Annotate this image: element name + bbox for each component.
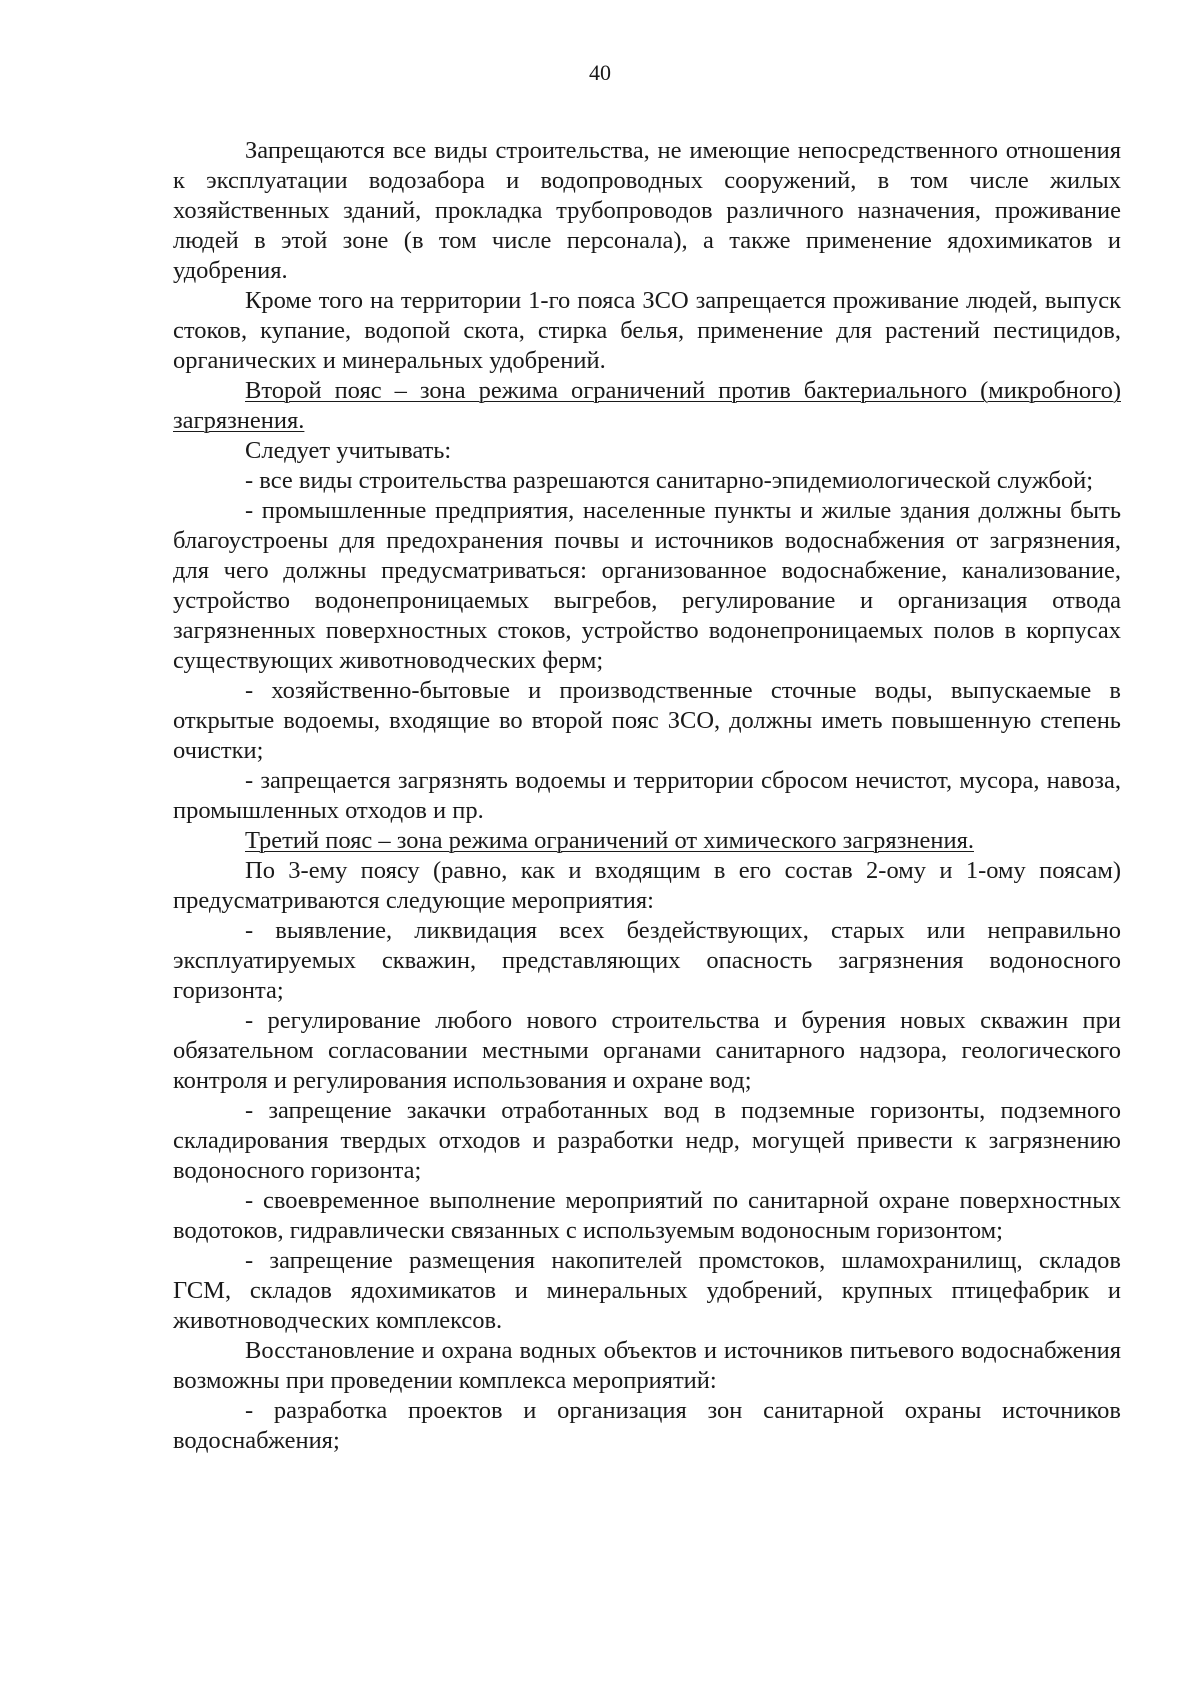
document-body (173, 136, 1121, 1456)
list-item: - запрещение размещения накопителей промстоков, шламохранилищ, складов ГСМ, складов ядохимикатов и минеральных удобрений, крупных птицефабрик и животноводческих комплексов. (173, 1247, 1121, 1334)
paragraph-should-consider: Следует учитывать: (245, 437, 452, 464)
list-item: - выявление, ликвидация всех бездействующих, старых или неправильно эксплуатируемых скважин, представляющих опасность загрязнения водоносного горизонта; (173, 917, 1121, 1004)
paragraph-third-belt-measures: По 3-ему поясу (равно, как и входящим в его состав 2-ому и 1-ому поясам) предусматриваются следующие мероприятия: (173, 857, 1121, 914)
list-item: - все виды строительства разрешаются санитарно-эпидемиологической службой; (245, 467, 1094, 494)
heading-second-belt: Второй пояс – зона режима ограничений против бактериального (микробного) загрязнения. (173, 377, 1121, 434)
paragraph-restoration: Восстановление и охрана водных объектов и источников питьевого водоснабжения возможны при проведении комплекса мероприятий: (173, 1337, 1121, 1394)
paragraph-zone1-construction-ban: Запрещаются все виды строительства, не имеющие непосредственного отношения к эксплуатации водозабора и водопроводных сооружений, в том числе жилых хозяйственных зданий, прокладка трубопроводов различного назначения, проживание людей в этой зоне (в том числе персонала), а также применение ядохимикатов и удобрения. (173, 137, 1121, 284)
list-item: - своевременное выполнение мероприятий по санитарной охране поверхностных водотоков, гидравлически связанных с используемым водоносным горизонтом; (173, 1187, 1121, 1244)
heading-third-belt: Третий пояс – зона режима ограничений от химического загрязнения. (245, 827, 974, 854)
paragraph-zone1-additional-bans: Кроме того на территории 1-го пояса ЗСО запрещается проживание людей, выпуск стоков, купание, водопой скота, стирка белья, применение для растений пестицидов, органических и минеральных удобрений. (173, 287, 1121, 374)
list-item: - запрещение закачки отработанных вод в подземные горизонты, подземного складирования твердых отходов и разработки недр, могущей привести к загрязнению водоносного горизонта; (173, 1097, 1121, 1184)
list-item: - разработка проектов и организация зон санитарной охраны источников водоснабжения; (173, 1397, 1121, 1454)
list-item: - хозяйственно-бытовые и производственные сточные воды, выпускаемые в открытые водоемы, входящие во второй пояс ЗСО, должны иметь повышенную степень очистки; (173, 677, 1121, 764)
list-item: - запрещается загрязнять водоемы и территории сбросом нечистот, мусора, навоза, промышленных отходов и пр. (173, 767, 1121, 824)
list-item: - промышленные предприятия, населенные пункты и жилые здания должны быть благоустроены для предохранения почвы и источников водоснабжения от загрязнения, для чего должны предусматриваться: организованное водоснабжение, канализование, устройство водонепроницаемых выгребов, регулирование и организация отвода загрязненных поверхностных стоков, устройство водонепроницаемых полов в корпусах существующих животноводческих ферм; (173, 497, 1121, 674)
list-item: - регулирование любого нового строительства и бурения новых скважин при обязательном согласовании местными органами санитарного надзора, геологического контроля и регулирования использования и охране вод; (173, 1007, 1121, 1094)
page-number: 40 (589, 60, 611, 85)
